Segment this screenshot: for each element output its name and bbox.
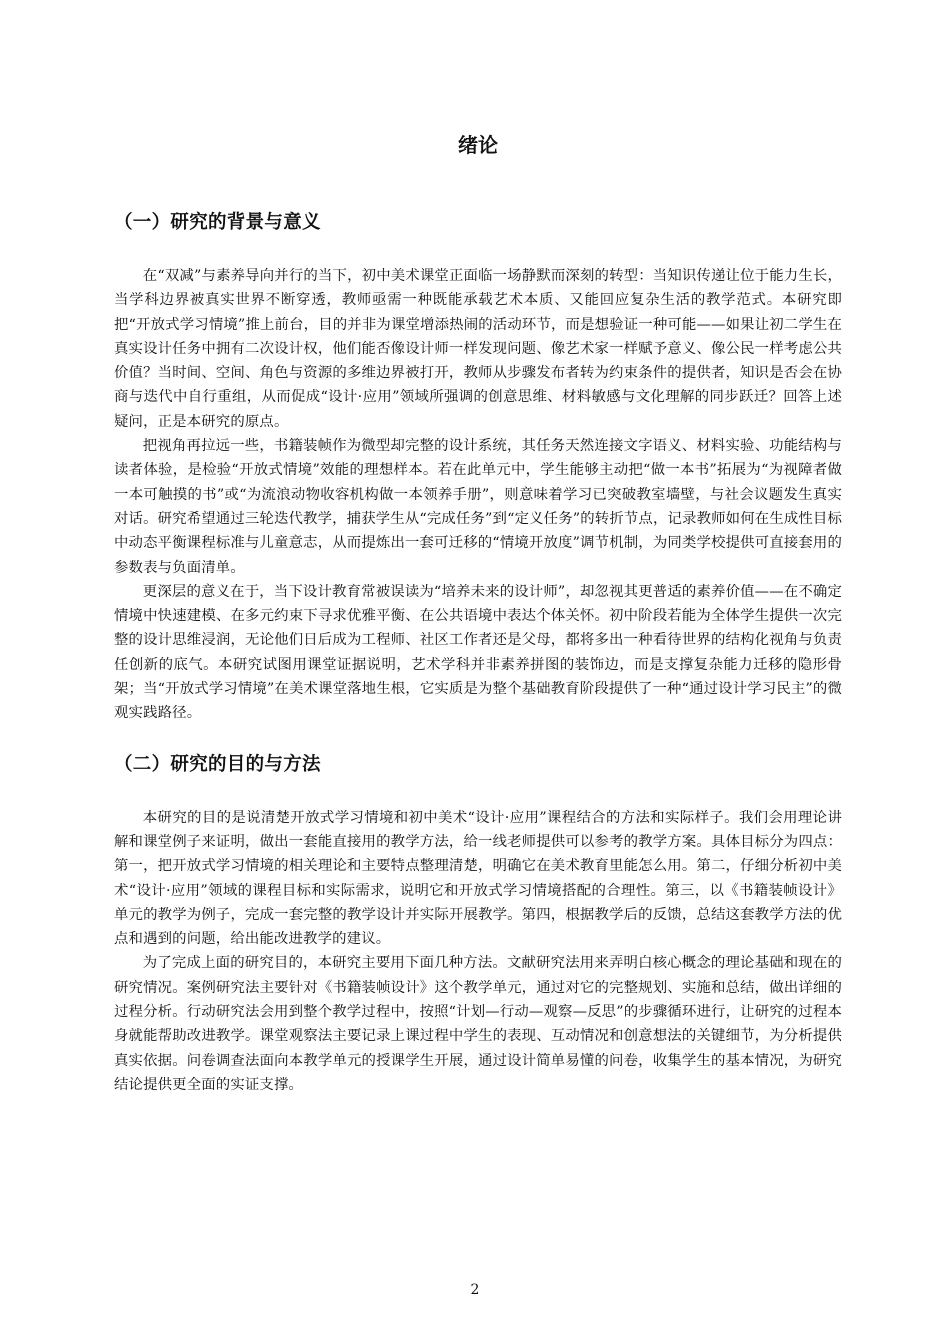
- section-heading-purpose-method: （二）研究的目的与方法: [114, 753, 321, 775]
- paragraph: 为了完成上面的研究目的，本研究主要用下面几种方法。文献研究法用来弄明白核心概念的理论基础和现在的研究情况。案例研究法主要针对《书籍装帧设计》这个教学单元，通过对它的完整规划、实施和总结，做出详细的过程分析。行动研究法会用到整个教学过程中，按照“计划—行动—观察—反思”的步骤循环进行，让研究的过程本身就能帮助改进教学。课堂观察法主要记录上课过程中学生的表现、互动情况和创意想法的关键细节，为分析提供真实依据。问卷调查法面向本教学单元的授课学生开展，通过设计简单易懂的问卷，收集学生的基本情况，为研究结论提供更全面的实证支撑。: [114, 955, 842, 1093]
- paragraph: 把视角再拉远一些，书籍装帧作为微型却完整的设计系统，其任务天然连接文字语义、材料实验、功能结构与读者体验，是检验“开放式情境”效能的理想样本。若在此单元中，学生能够主动把“做一本书”拓展为“为视障者做一本可触摸的书”或“为流浪动物收容机构做一本领养手册”，则意味着学习已突破教室墙壁，与社会议题发生真实对话。研究希望通过三轮迭代教学，捕获学生从“完成任务”到“定义任务”的转折节点，记录教师如何在生成性目标中动态平衡课程标准与儿童意志，从而提炼出一套可迁移的“情境开放度”调节机制，为同类学校提供可直接套用的参数表与负面清单。: [114, 438, 842, 576]
- page-number: 2: [470, 1282, 480, 1298]
- paragraph: 在“双减”与素养导向并行的当下，初中美术课堂正面临一场静默而深刻的转型：当知识传递让位于能力生长，当学科边界被真实世界不断穿透，教师亟需一种既能承载艺术本质、又能回应复杂生活的教学范式。本研究即把“开放式学习情境”推上前台，目的并非为课堂增添热闹的活动环节，而是想验证一种可能——如果让初二学生在真实设计任务中拥有二次设计权，他们能否像设计师一样发现问题、像艺术家一样赋予意义、像公民一样考虑公共价值？当时间、空间、角色与资源的多维边界被打开，教师从步骤发布者转为约束条件的提供者，知识是否会在协商与迭代中自行重组，从而促成“设计·应用”领域所强调的创意思维、材料敏感与文化理解的同步跃迁？回答上述疑问，正是本研究的原点。: [114, 268, 842, 430]
- section-heading-background: （一）研究的背景与意义: [114, 212, 321, 233]
- page-content: [114, 126, 842, 1097]
- paragraph: 本研究的目的是说清楚开放式学习情境和初中美术“设计·应用”课程结合的方法和实际样子。我们会用理论讲解和课堂例子来证明，做出一套能直接用的教学方法，给一线老师提供可以参考的教学方案。具体目标分为四点：第一，把开放式学习情境的相关理论和主要特点整理清楚，明确它在美术教育里能怎么用。第二，仔细分析初中美术“设计·应用”领域的课程目标和实际需求，说明它和开放式学习情境搭配的合理性。第三，以《书籍装帧设计》单元的教学为例子，完成一套完整的教学设计并实际开展教学。第四，根据教学后的反馈，总结这套教学方法的优点和遇到的问题，给出能改进教学的建议。: [114, 809, 842, 948]
- chapter-title: 绪论: [458, 133, 498, 157]
- paragraph: 更深层的意义在于，当下设计教育常被误读为“培养未来的设计师”，却忽视其更普适的素养价值——在不确定情境中快速建模、在多元约束下寻求优雅平衡、在公共语境中表达个体关怀。初中阶段若能为全体学生提供一次完整的设计思维浸润，无论他们日后成为工程师、社区工作者还是父母，都将多出一种看待世界的结构化视角与负责任创新的底气。本研究试图用课堂证据说明，艺术学科并非素养拼图的装饰边，而是支撑复杂能力迁移的隐形骨架；当“开放式学习情境”在美术课堂落地生根，它实质是为整个基础教育阶段提供了一种“通过设计学习民主”的微观实践路径。: [114, 583, 842, 722]
